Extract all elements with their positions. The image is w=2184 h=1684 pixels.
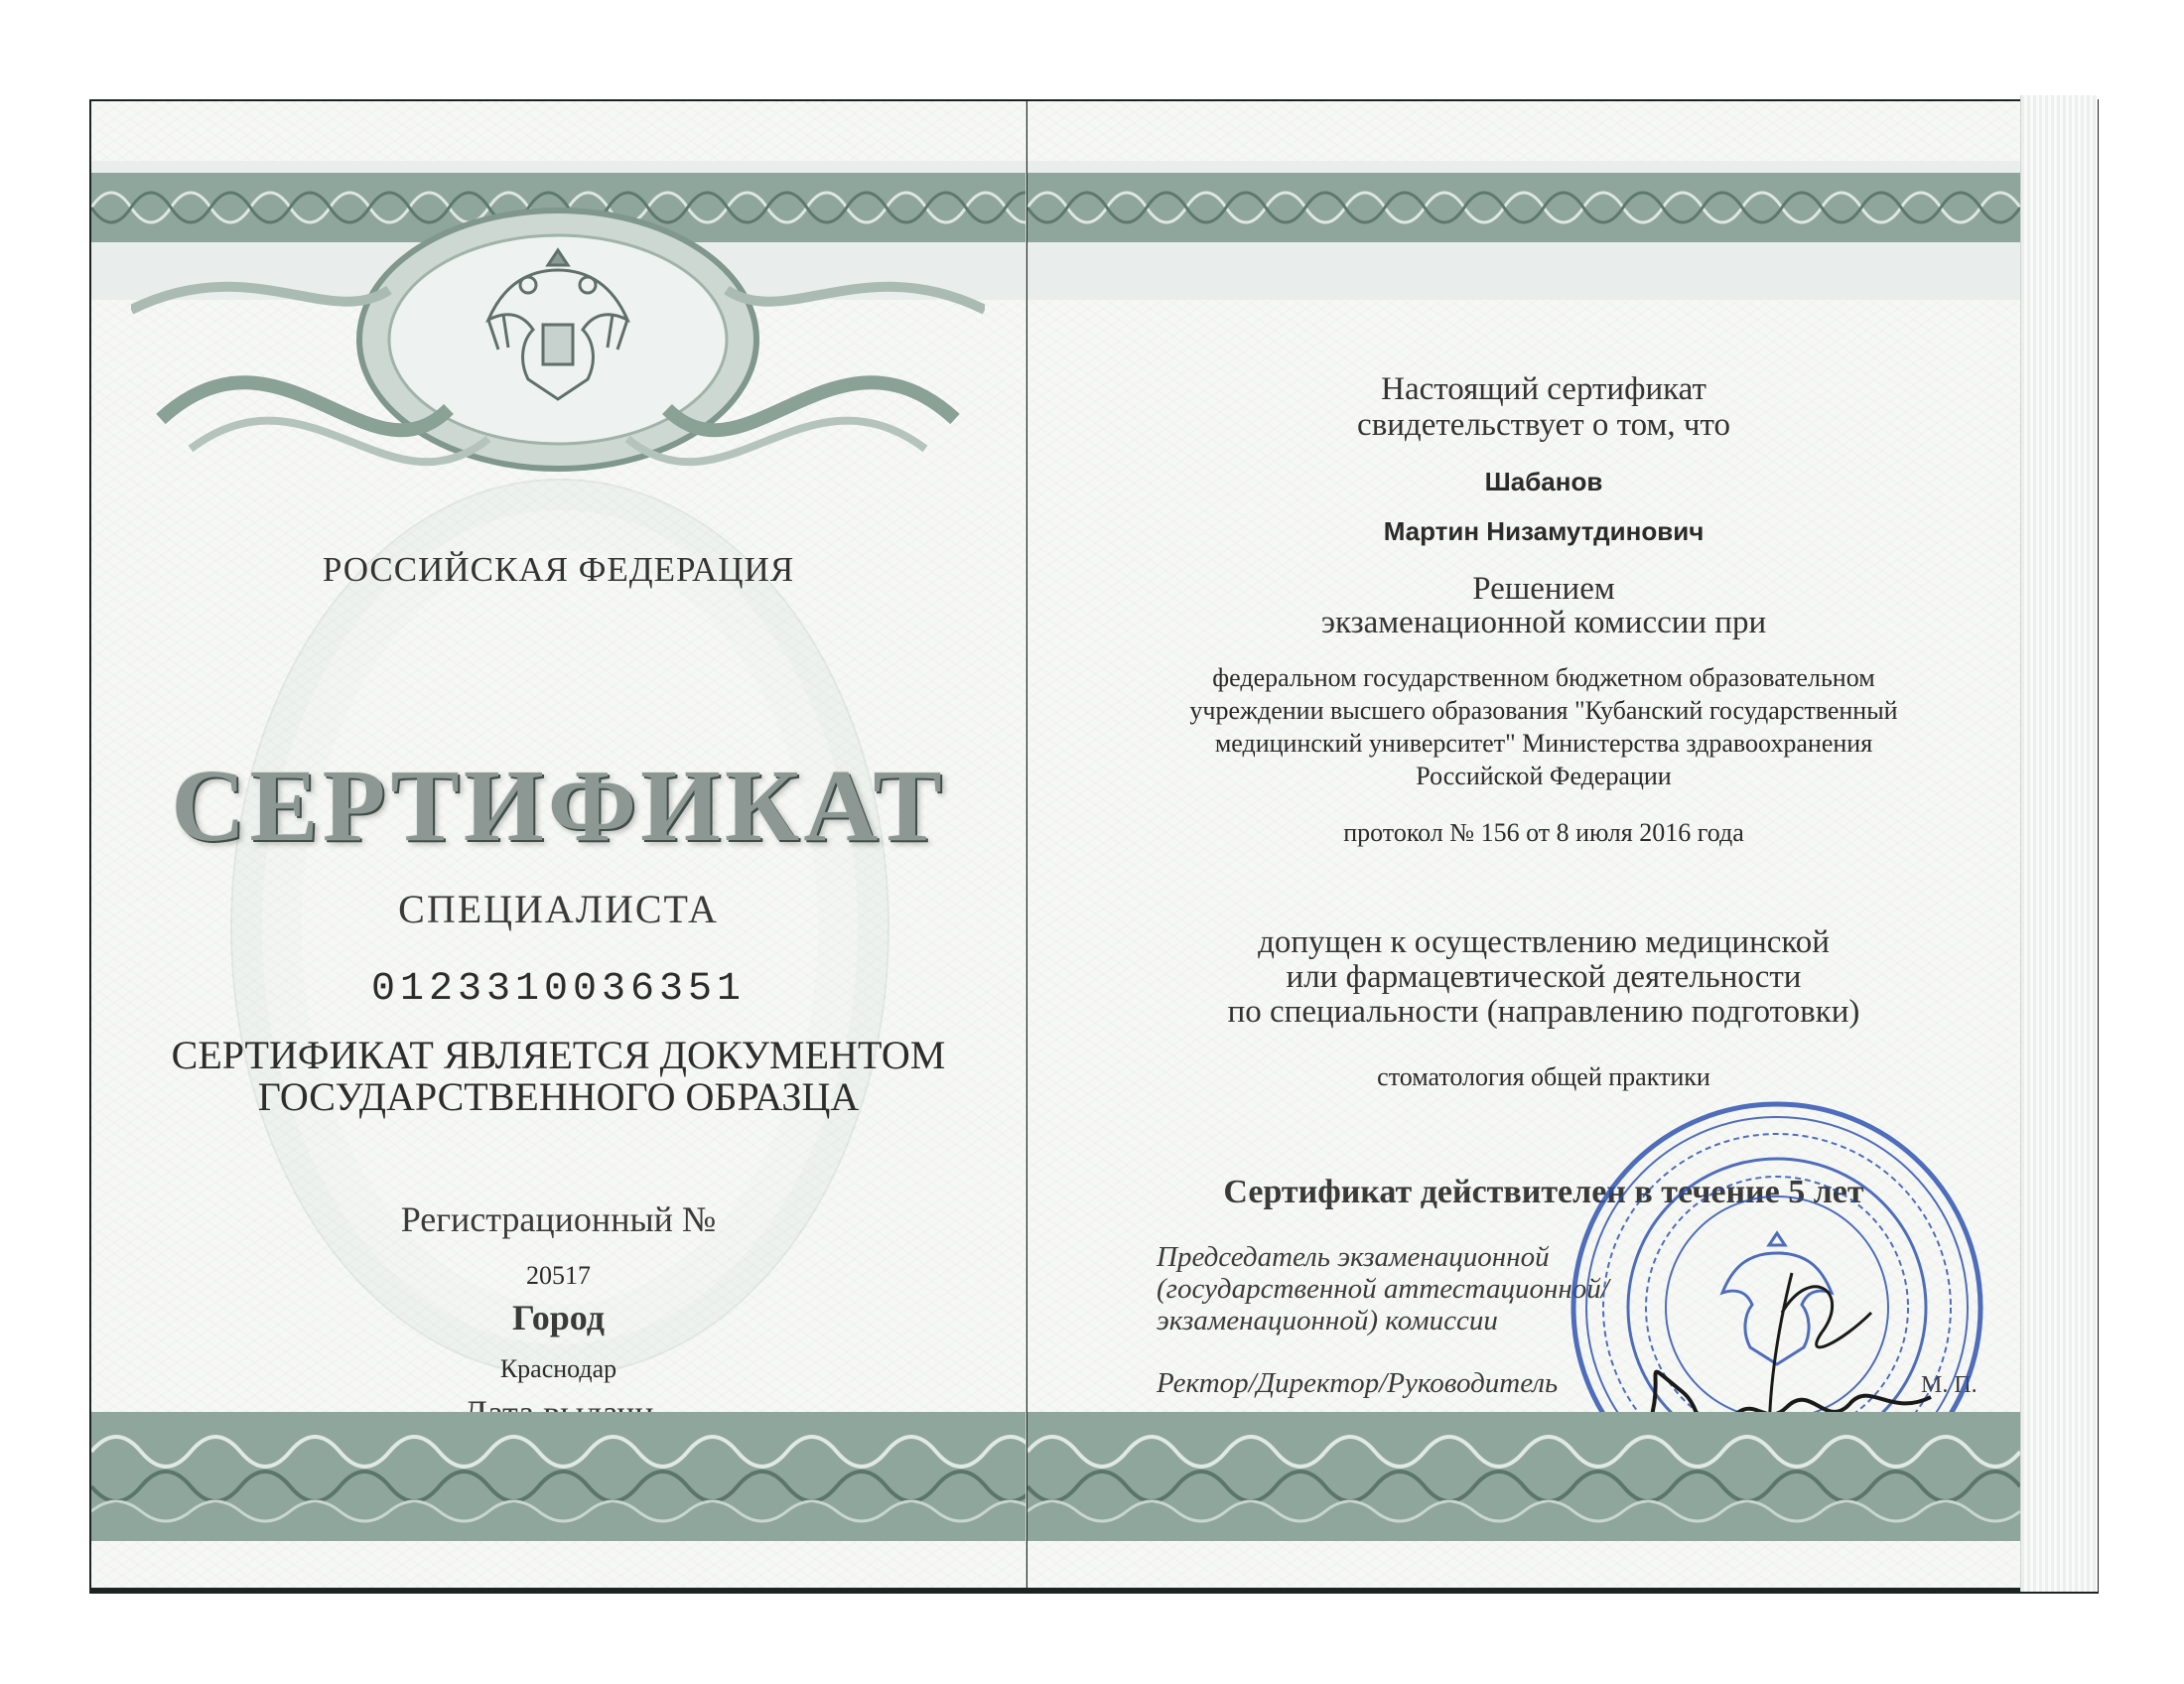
admission-line-2: или фармацевтической деятельности	[1286, 959, 1802, 995]
decision-line-2: экзаменационной комиссии при	[1320, 605, 1767, 640]
admission-line-3: по специальности (направлению подготовки)	[1227, 994, 1860, 1030]
certificate-number: 0123310036351	[370, 967, 747, 1012]
holder-given-names: Мартин Низамутдинович	[1383, 516, 1705, 546]
city-value: Краснодар	[499, 1354, 617, 1383]
left-page	[91, 101, 1026, 1588]
seal-place-label: М. П.	[1921, 1372, 1978, 1398]
decision-line-1: Решением	[1472, 571, 1615, 607]
intro-line-1: Настоящий сертификат	[1381, 371, 1706, 407]
bottom-guilloche-band-right	[1027, 1412, 2020, 1541]
bottom-guilloche-band	[91, 1412, 1025, 1541]
certificate-subtitle: СПЕЦИАЛИСТА	[398, 887, 719, 931]
coat-of-arms-icon	[469, 230, 647, 419]
protocol-reference: протокол № 156 от 8 июля 2016 года	[1343, 818, 1744, 847]
right-page	[1027, 101, 2020, 1588]
state-document-line-1: СЕРТИФИКАТ ЯВЛЯЕТСЯ ДОКУМЕНТОМ	[171, 1033, 946, 1077]
validity-statement: Сертификат действителен в течение 5 лет	[1223, 1174, 1864, 1210]
intro-text	[1305, 371, 1782, 443]
state-document-line-2: ГОСУДАРСТВЕННОГО ОБРАЗЦА	[257, 1074, 860, 1119]
rector-label: Ректор/Директор/Руководитель	[1157, 1367, 1559, 1399]
state-document-notice	[91, 1035, 1025, 1118]
decision-text	[1256, 572, 1832, 639]
chair-line-1: Председатель экзаменационной	[1157, 1241, 1550, 1273]
intro-line-2: свидетельствует о том, что	[1357, 407, 1730, 443]
top-guilloche-band-right	[1027, 161, 2020, 300]
chair-line-2: (государственной аттестационной/	[1157, 1273, 1609, 1305]
certificate-title: СЕРТИФИКАТ	[171, 749, 946, 863]
chair-line-3: экзаменационной) комиссии	[1157, 1305, 1498, 1336]
city-label: Город	[512, 1298, 605, 1337]
registration-label: Регистрационный №	[400, 1199, 717, 1239]
specialty: стоматология общей практики	[1377, 1062, 1710, 1091]
holder-surname: Шабанов	[1484, 467, 1603, 496]
registration-number: 20517	[526, 1261, 591, 1290]
country-name: РОССИЙСКАЯ ФЕДЕРАЦИЯ	[322, 550, 795, 589]
admission-text	[1166, 925, 1921, 1030]
commission-chair-label	[1157, 1241, 1609, 1336]
institution-name: федеральном государственном бюджетном образовательном учреждении высшего образования "Кубанский государственный медицинский университет" Министерства здравоохранения Российской Федерации	[1189, 663, 1898, 790]
page-edge-right	[2020, 95, 2098, 1592]
admission-line-1: допущен к осуществлению медицинской	[1258, 924, 1830, 960]
